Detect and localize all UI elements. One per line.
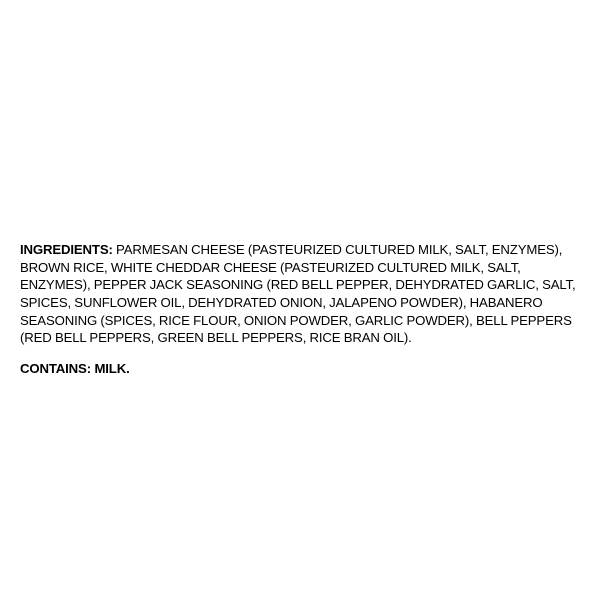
ingredients-label-panel (20, 228, 582, 391)
ingredients-list-text: PARMESAN CHEESE (PASTEURIZED CULTURED MILK, SALT, ENZYMES), BROWN RICE, WHITE CHEDDAR CHEESE (PASTEURIZED CULTURED MILK, SALT, ENZYMES), PEPPER JACK SEASONING (RED BELL PEPPER, DEHYDRATED GARLIC, SALT, SPICES, SUNFLOWER OIL, DEHYDRATED ONION, JALAPENO POWDER), HABANERO SEASONING (SPICES, RICE FLOUR, ONION POWDER, GARLIC POWDER), BELL PEPPERS (RED BELL PEPPERS, GREEN BELL PEPPERS, RICE BRAN OIL). (20, 242, 576, 346)
ingredients-heading: INGREDIENTS: (20, 242, 113, 258)
contains-statement: CONTAINS: MILK. (20, 360, 130, 376)
ingredients-paragraph (20, 241, 582, 347)
